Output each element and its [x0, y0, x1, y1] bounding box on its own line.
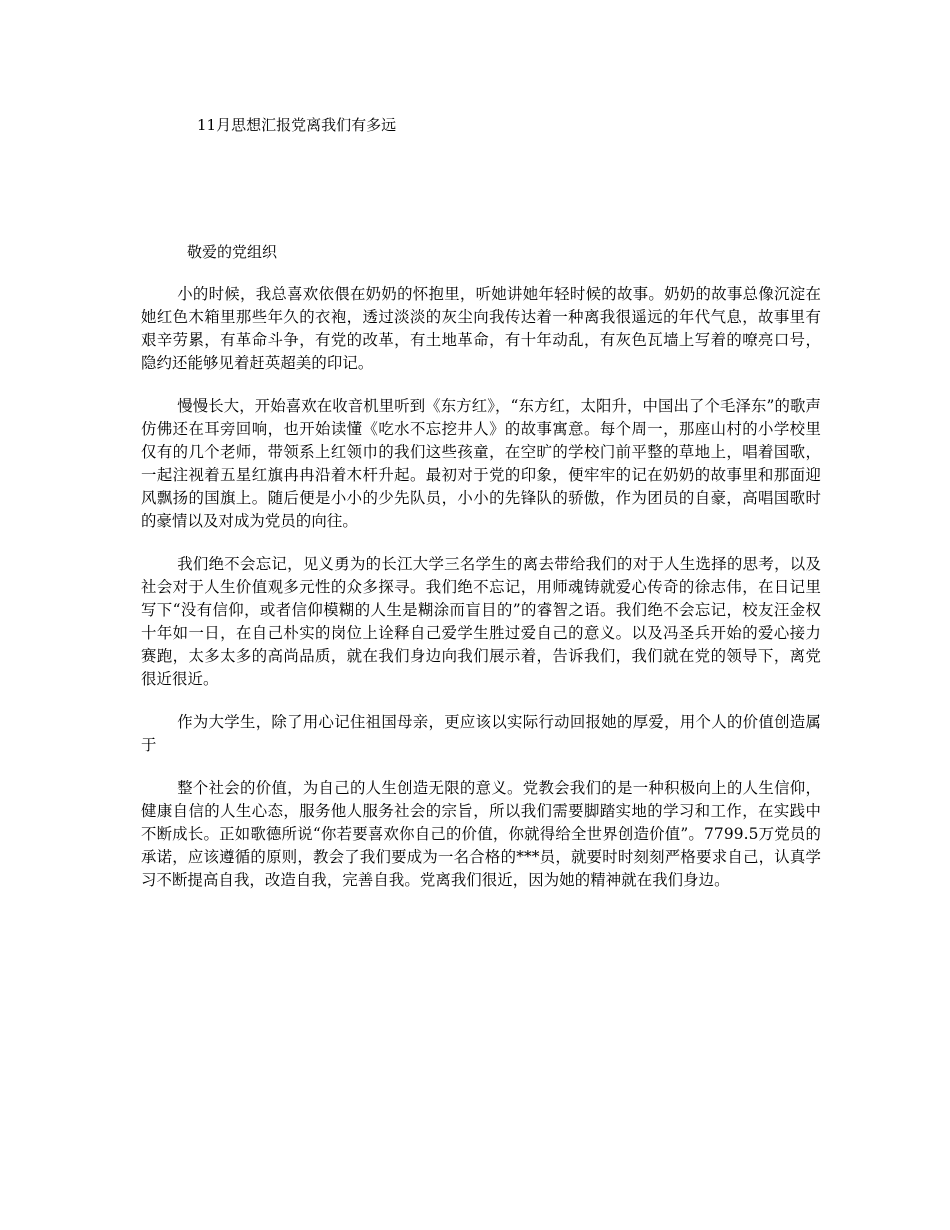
paragraph: 作为大学生，除了用心记住祖国母亲，更应该以实际行动回报她的厚爱，用个人的价值创造属于	[141, 713, 821, 754]
paragraph: 我们绝不会忘记，见义勇为的长江大学三名学生的离去带给我们的对于人生选择的思考，以及社会对于人生价值观多元性的众多探寻。我们绝不忘记，用师魂铸就爱心传奇的徐志伟，在日记里写下“没有信仰，或者信仰模糊的人生是糊涂而盲目的”的睿智之语。我们绝不会忘记，校友汪金权十年如一日，在自己朴实的岗位上诠释自己爱学生胜过爱自己的意义。以及冯圣兵开始的爱心接力赛跑，太多太多的高尚品质，就在我们身边向我们展示着，告诉我们，我们就在党的领导下，离党很近很近。	[141, 555, 821, 688]
salutation: 敬爱的党组织	[187, 243, 278, 261]
paragraph: 整个社会的价值，为自己的人生创造无限的意义。党教会我们的是一种积极向上的人生信仰，健康自信的人生心态，服务他人服务社会的宗旨，所以我们需要脚踏实地的学习和工作，在实践中不断成长。正如歌德所说“你若要喜欢你自己的价值，你就得给全世界创造价值”。7799.5万党员的承诺，应该遵循的原则，教会了我们要成为一名合格的***员，就要时时刻刻严格要求自己，认真学习不断提高自我，改造自我，完善自我。党离我们很近，因为她的精神就在我们身边。	[141, 779, 821, 889]
document-title: 11月思想汇报党离我们有多远	[197, 116, 397, 134]
paragraph: 小的时候，我总喜欢依偎在奶奶的怀抱里，听她讲她年轻时候的故事。奶奶的故事总像沉淀在她红色木箱里那些年久的衣袍，透过淡淡的灰尘向我传达着一种离我很遥远的年代气息，故事里有艰辛劳累，有革命斗争，有党的改革，有土地革命，有十年动乱，有灰色瓦墙上写着的嘹亮口号，隐约还能够见着赶英超美的印记。	[141, 285, 821, 372]
document-body	[141, 283, 821, 912]
paragraph: 慢慢长大，开始喜欢在收音机里听到《东方红》，“东方红，太阳升，中国出了个毛泽东”的歌声仿佛还在耳旁回响，也开始读懂《吃水不忘挖井人》的故事寓意。每个周一，那座山村的小学校里仅有的几个老师，带领系上红领巾的我们这些孩童，在空旷的学校门前平整的草地上，唱着国歌，一起注视着五星红旗冉冉沿着木杆升起。最初对于党的印象，便牢牢的记在奶奶的故事里和那面迎风飘扬的国旗上。随后便是小小的少先队员，小小的先锋队的骄傲，作为团员的自豪，高唱国歌时的豪情以及对成为党员的向往。	[141, 397, 821, 530]
